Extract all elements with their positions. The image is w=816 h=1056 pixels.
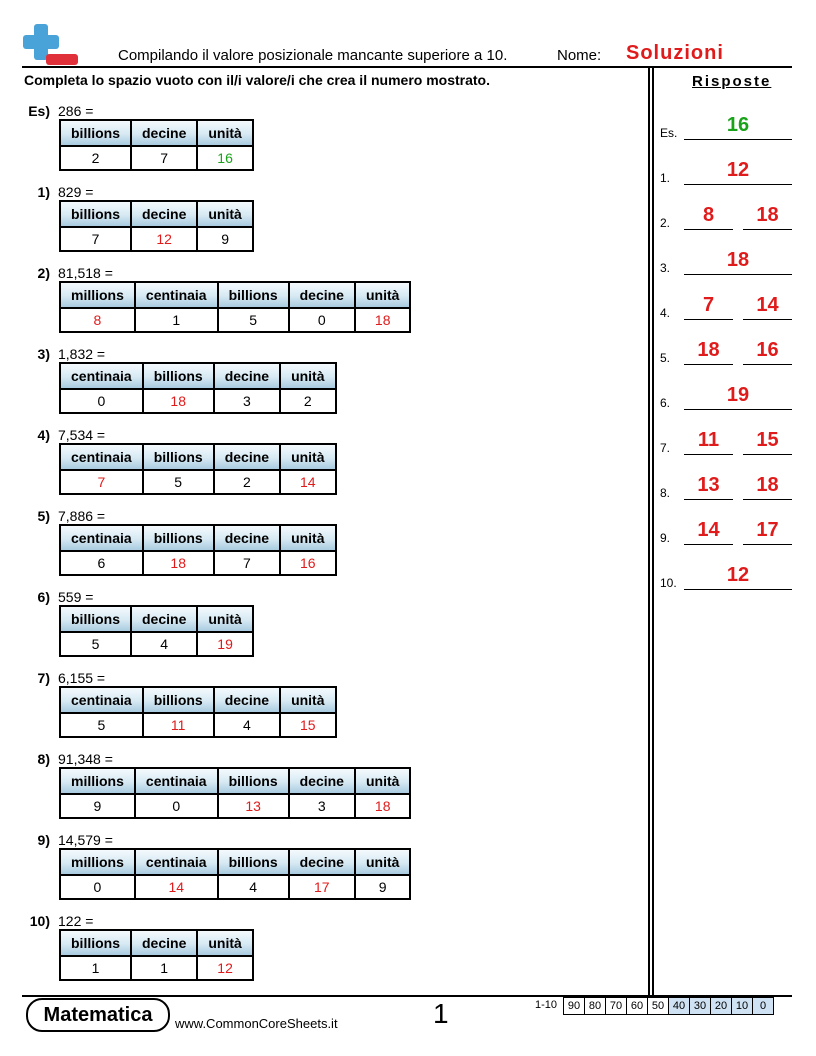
- place-value-cell: 7: [131, 146, 197, 170]
- place-value-table: [59, 443, 337, 495]
- problem-number: 3): [37, 346, 50, 362]
- subject-badge: Matematica: [26, 998, 170, 1032]
- answer-label: 8.: [660, 486, 671, 500]
- answer-value: 11: [697, 429, 720, 451]
- answer-row: [660, 204, 792, 230]
- answer-value: 16: [756, 339, 779, 361]
- answer-row: [660, 519, 792, 545]
- problem-number-expression: 7,534 =: [58, 427, 106, 443]
- place-value-table: [59, 362, 337, 414]
- problem-number-expression: 14,579 =: [58, 832, 113, 848]
- place-value-cell: 0: [135, 794, 218, 818]
- site-url: www.CommonCoreSheets.it: [175, 1016, 338, 1031]
- answer-cell: 15: [280, 713, 335, 737]
- answer-cell: 11: [143, 713, 214, 737]
- answer-line: [743, 229, 792, 230]
- place-value-values-row: [60, 551, 336, 575]
- place-value-column-header: centinaia: [135, 849, 218, 875]
- answer-row: [660, 474, 792, 500]
- place-value-cell: 5: [60, 632, 131, 656]
- problem-number-expression: 559 =: [58, 589, 94, 605]
- place-value-values-row: [60, 794, 410, 818]
- place-value-column-header: unità: [197, 606, 252, 632]
- answer-line: [743, 364, 792, 365]
- answer-value: 18: [697, 339, 720, 361]
- answer-line: [743, 499, 792, 500]
- score-cell: 20: [710, 997, 732, 1015]
- place-value-column-header: decine: [131, 930, 197, 956]
- answer-cell: 18: [143, 389, 214, 413]
- place-value-header-row: [60, 363, 336, 389]
- score-cell: 50: [647, 997, 669, 1015]
- name-label: Nome:: [557, 47, 602, 64]
- place-value-table: [59, 281, 411, 333]
- answer-line: [684, 499, 733, 500]
- place-value-header-row: [60, 930, 253, 956]
- answer-cell: 19: [197, 632, 252, 656]
- place-value-column-header: unità: [280, 687, 335, 713]
- place-value-cell: 2: [60, 146, 131, 170]
- problem-number-expression: 122 =: [58, 913, 94, 929]
- place-value-column-header: unità: [280, 525, 335, 551]
- place-value-cell: 0: [60, 875, 135, 899]
- place-value-header-row: [60, 201, 253, 227]
- page-number: 1: [433, 998, 449, 1029]
- answer-label: Es.: [660, 126, 678, 140]
- answer-cell: 13: [218, 794, 289, 818]
- answer-label: 1.: [660, 171, 671, 185]
- place-value-values-row: [60, 713, 336, 737]
- place-value-table: [59, 200, 254, 252]
- place-value-column-header: decine: [214, 444, 280, 470]
- place-value-table: [59, 848, 411, 900]
- place-value-header-row: [60, 120, 253, 146]
- answer-line: [684, 454, 733, 455]
- place-value-column-header: centinaia: [60, 687, 143, 713]
- answer-cell: 12: [131, 227, 197, 251]
- place-value-header-row: [60, 525, 336, 551]
- place-value-values-row: [60, 956, 253, 980]
- problem-number-expression: 1,832 =: [58, 346, 106, 362]
- place-value-cell: 5: [143, 470, 214, 494]
- answer-cell: 17: [289, 875, 355, 899]
- place-value-table: [59, 605, 254, 657]
- answer-row: [660, 114, 792, 140]
- answer-line: [743, 544, 792, 545]
- place-value-column-header: decine: [214, 363, 280, 389]
- place-value-column-header: decine: [289, 282, 355, 308]
- place-value-values-row: [60, 875, 410, 899]
- problem-number-expression: 81,518 =: [58, 265, 113, 281]
- place-value-column-header: centinaia: [60, 525, 143, 551]
- place-value-column-header: unità: [280, 444, 335, 470]
- header-divider: [22, 66, 792, 68]
- place-value-column-header: unità: [197, 120, 252, 146]
- answers-heading: Risposte: [692, 73, 772, 90]
- place-value-header-row: [60, 687, 336, 713]
- place-value-column-header: billions: [218, 768, 289, 794]
- place-value-cell: 0: [289, 308, 355, 332]
- place-value-values-row: [60, 470, 336, 494]
- answer-line: [684, 544, 733, 545]
- score-table: [564, 997, 774, 1015]
- place-value-column-header: decine: [131, 201, 197, 227]
- answer-value: 18: [726, 249, 750, 271]
- problem-number: 2): [37, 265, 50, 281]
- place-value-column-header: unità: [355, 768, 410, 794]
- answer-cell: 14: [280, 470, 335, 494]
- answer-cell: 16: [197, 146, 252, 170]
- answer-line: [684, 589, 792, 590]
- place-value-column-header: centinaia: [60, 363, 143, 389]
- place-value-column-header: millions: [60, 768, 135, 794]
- place-value-table: [59, 686, 337, 738]
- answer-label: 3.: [660, 261, 671, 275]
- place-value-table: [59, 929, 254, 981]
- place-value-values-row: [60, 632, 253, 656]
- place-value-cell: 7: [214, 551, 280, 575]
- score-cell: 90: [563, 997, 585, 1015]
- problem-number: 10): [29, 913, 50, 929]
- place-value-cell: 9: [355, 875, 410, 899]
- answer-line: [684, 364, 733, 365]
- plus-minus-logo-icon: [22, 22, 80, 68]
- place-value-column-header: billions: [143, 687, 214, 713]
- answer-row: [660, 159, 792, 185]
- place-value-cell: 9: [60, 794, 135, 818]
- answer-line: [684, 319, 733, 320]
- place-value-column-header: billions: [60, 930, 131, 956]
- place-value-column-header: decine: [289, 849, 355, 875]
- answer-line: [684, 229, 733, 230]
- answer-value: 19: [726, 384, 750, 406]
- answer-row: [660, 384, 792, 410]
- place-value-cell: 1: [60, 956, 131, 980]
- place-value-cell: 4: [131, 632, 197, 656]
- answer-line: [684, 409, 792, 410]
- place-value-cell: 3: [289, 794, 355, 818]
- answer-label: 2.: [660, 216, 671, 230]
- place-value-values-row: [60, 308, 410, 332]
- worksheet-title: Compilando il valore posizionale mancante superiore a 10.: [118, 47, 508, 64]
- answer-value: 14: [756, 294, 779, 316]
- place-value-cell: 2: [214, 470, 280, 494]
- answer-value: 7: [702, 294, 715, 316]
- answer-value: 12: [726, 564, 750, 586]
- place-value-header-row: [60, 282, 410, 308]
- answer-value: 15: [756, 429, 779, 451]
- score-cell: 80: [584, 997, 606, 1015]
- problem-number-expression: 6,155 =: [58, 670, 106, 686]
- place-value-cell: 9: [197, 227, 252, 251]
- place-value-cell: 7: [60, 227, 131, 251]
- answer-line: [684, 184, 792, 185]
- place-value-column-header: billions: [218, 282, 289, 308]
- place-value-column-header: decine: [289, 768, 355, 794]
- answer-line: [743, 319, 792, 320]
- answer-row: [660, 339, 792, 365]
- score-range-label: 1-10: [535, 999, 558, 1011]
- problem-number: 8): [37, 751, 50, 767]
- problem-number: 6): [37, 589, 50, 605]
- place-value-column-header: decine: [131, 606, 197, 632]
- problem-number: 4): [37, 427, 50, 443]
- score-cell: 40: [668, 997, 690, 1015]
- problem-number: 7): [37, 670, 50, 686]
- place-value-cell: 5: [218, 308, 289, 332]
- answer-cell: 14: [135, 875, 218, 899]
- answer-label: 9.: [660, 531, 671, 545]
- answer-value: 8: [702, 204, 715, 226]
- place-value-cell: 6: [60, 551, 143, 575]
- problem-number-expression: 91,348 =: [58, 751, 113, 767]
- instructions: Completa lo spazio vuoto con il/i valore/i che crea il numero mostrato.: [24, 72, 490, 88]
- place-value-table: [59, 119, 254, 171]
- answer-cell: 18: [143, 551, 214, 575]
- place-value-column-header: billions: [60, 120, 131, 146]
- place-value-column-header: decine: [214, 525, 280, 551]
- place-value-header-row: [60, 606, 253, 632]
- place-value-values-row: [60, 227, 253, 251]
- place-value-cell: 0: [60, 389, 143, 413]
- answer-cell: 12: [197, 956, 252, 980]
- answer-value: 17: [756, 519, 779, 541]
- place-value-column-header: billions: [143, 363, 214, 389]
- answer-row: [660, 249, 792, 275]
- solutions-label: Soluzioni: [626, 42, 724, 64]
- problem-number: 1): [37, 184, 50, 200]
- place-value-column-header: centinaia: [135, 768, 218, 794]
- place-value-column-header: unità: [197, 201, 252, 227]
- answer-line: [684, 274, 792, 275]
- place-value-column-header: millions: [60, 849, 135, 875]
- place-value-header-row: [60, 768, 410, 794]
- answer-value: 12: [726, 159, 750, 181]
- place-value-column-header: billions: [60, 606, 131, 632]
- place-value-column-header: decine: [131, 120, 197, 146]
- place-value-column-header: decine: [214, 687, 280, 713]
- answer-value: 18: [756, 474, 779, 496]
- place-value-column-header: unità: [280, 363, 335, 389]
- answer-line: [684, 139, 792, 140]
- answer-row: [660, 564, 792, 590]
- answer-value: 16: [726, 114, 750, 136]
- answer-row: [660, 429, 792, 455]
- place-value-table: [59, 767, 411, 819]
- answer-label: 4.: [660, 306, 671, 320]
- place-value-cell: 2: [280, 389, 335, 413]
- place-value-column-header: billions: [143, 525, 214, 551]
- problem-number-expression: 7,886 =: [58, 508, 106, 524]
- score-cell: 0: [752, 997, 774, 1015]
- answer-label: 6.: [660, 396, 671, 410]
- place-value-cell: 4: [214, 713, 280, 737]
- place-value-column-header: unità: [197, 930, 252, 956]
- place-value-column-header: unità: [355, 849, 410, 875]
- problem-number: 9): [37, 832, 50, 848]
- place-value-header-row: [60, 849, 410, 875]
- answer-value: 14: [697, 519, 720, 541]
- answer-line: [743, 454, 792, 455]
- place-value-header-row: [60, 444, 336, 470]
- score-cell: 70: [605, 997, 627, 1015]
- score-cell: 30: [689, 997, 711, 1015]
- column-divider-right: [652, 68, 654, 996]
- answer-label: 5.: [660, 351, 671, 365]
- answer-label: 7.: [660, 441, 671, 455]
- answer-row: [660, 294, 792, 320]
- answer-label: 10.: [660, 576, 677, 590]
- answer-cell: 18: [355, 794, 410, 818]
- place-value-column-header: unità: [355, 282, 410, 308]
- place-value-cell: 1: [131, 956, 197, 980]
- score-cell: 60: [626, 997, 648, 1015]
- place-value-table: [59, 524, 337, 576]
- place-value-cell: 5: [60, 713, 143, 737]
- score-cell: 10: [731, 997, 753, 1015]
- answer-value: 13: [697, 474, 720, 496]
- answer-cell: 7: [60, 470, 143, 494]
- answer-cell: 8: [60, 308, 135, 332]
- problem-number: 5): [37, 508, 50, 524]
- problem-number: Es): [28, 103, 50, 119]
- answer-cell: 18: [355, 308, 410, 332]
- place-value-values-row: [60, 389, 336, 413]
- place-value-cell: 1: [135, 308, 218, 332]
- place-value-column-header: billions: [218, 849, 289, 875]
- answer-value: 18: [756, 204, 779, 226]
- place-value-column-header: centinaia: [135, 282, 218, 308]
- place-value-column-header: billions: [60, 201, 131, 227]
- problem-number-expression: 286 =: [58, 103, 94, 119]
- place-value-cell: 4: [218, 875, 289, 899]
- place-value-column-header: millions: [60, 282, 135, 308]
- place-value-values-row: [60, 146, 253, 170]
- column-divider-left: [648, 68, 650, 996]
- place-value-cell: 3: [214, 389, 280, 413]
- place-value-column-header: centinaia: [60, 444, 143, 470]
- answer-cell: 16: [280, 551, 335, 575]
- place-value-column-header: billions: [143, 444, 214, 470]
- problem-number-expression: 829 =: [58, 184, 94, 200]
